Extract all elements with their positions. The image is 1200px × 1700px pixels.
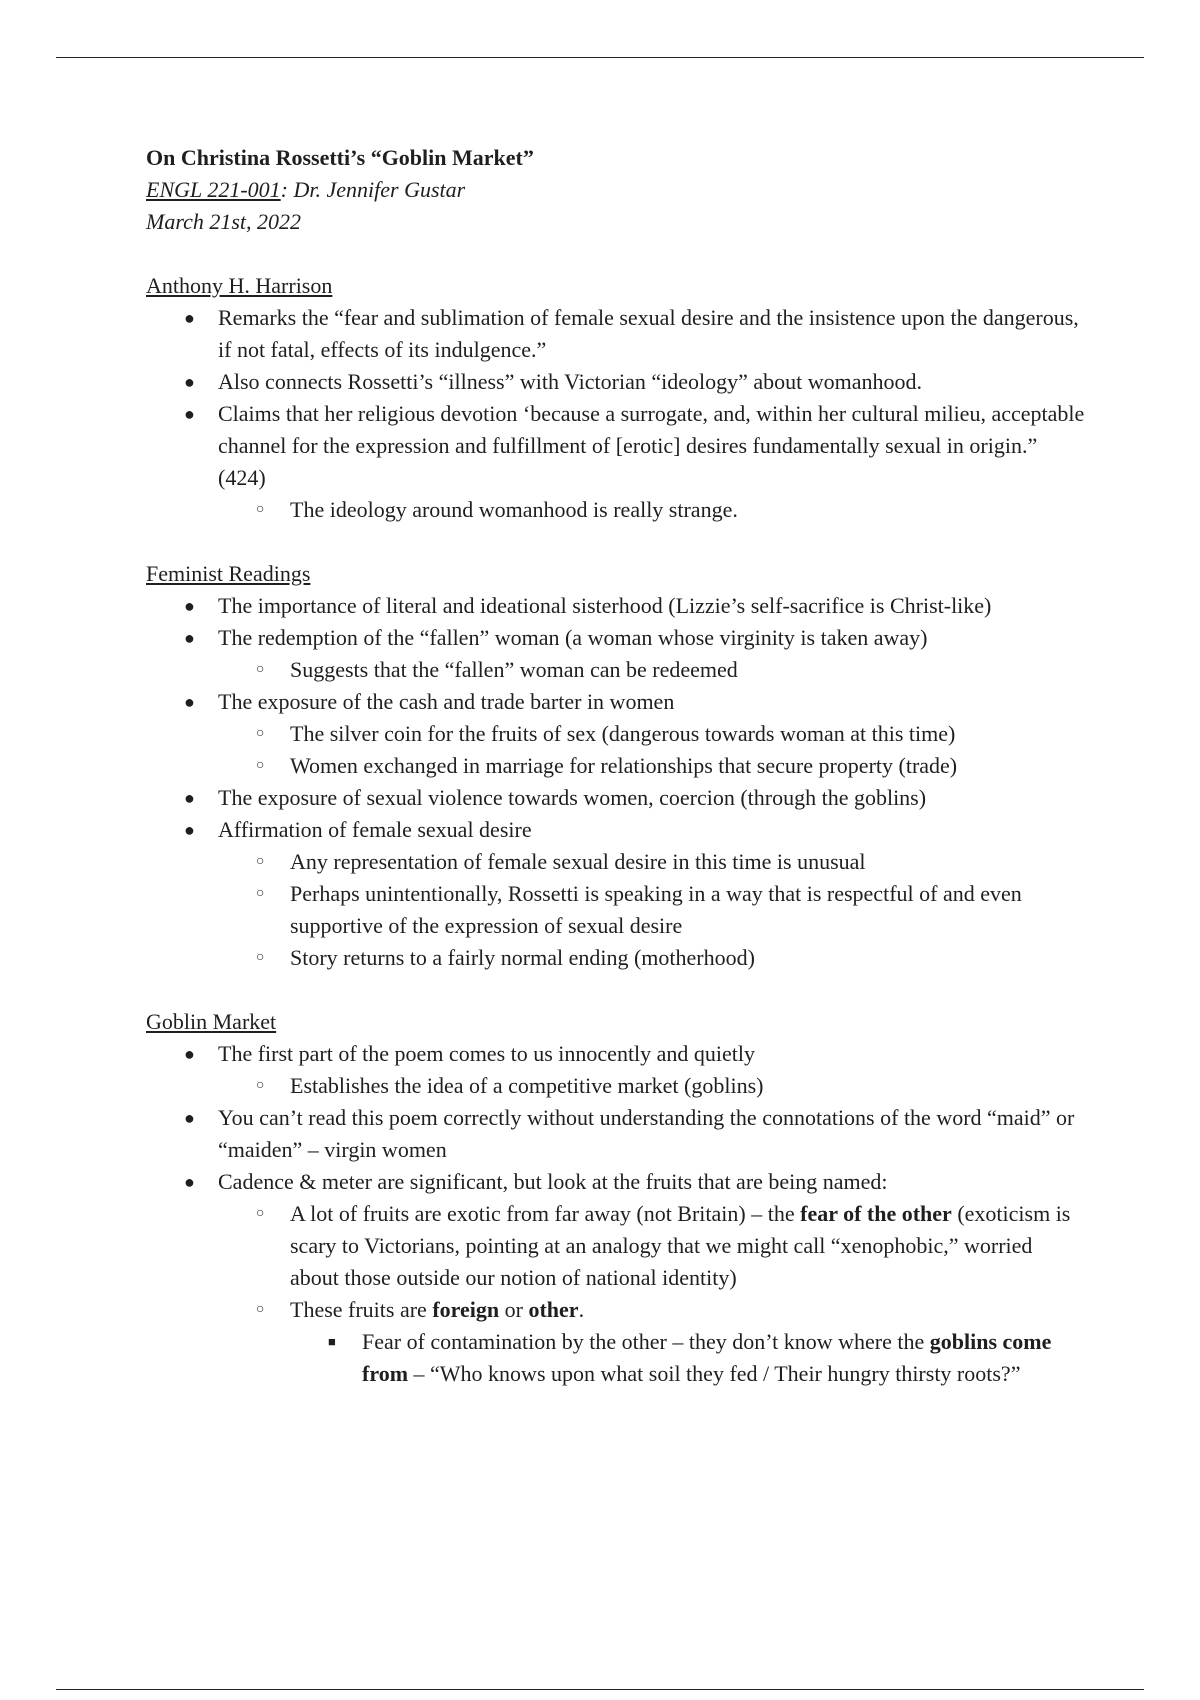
list-item-text: The exposure of the cash and trade barter in women [218,689,675,714]
list-item-text: Claims that her religious devotion ‘because a surrogate, and, within her cultural milieu, acceptable channel for the expression and fulfillment of [erotic] desires fundamentally sexual in origin.” (424) [218,401,1085,490]
section-goblin-market [146,1006,1086,1390]
bullet-icon: ● [184,692,195,712]
list-item [146,366,1086,398]
sub-bullet-list [146,718,1086,782]
list-item-text: Establishes the idea of a competitive market (goblins) [290,1073,764,1098]
list-item [146,1166,1086,1390]
hollow-bullet-icon: ○ [256,662,265,677]
list-item [146,1326,1086,1390]
course-code: ENGL 221-001 [146,177,281,202]
list-item-text: The exposure of sexual violence towards women, coercion (through the goblins) [218,785,927,810]
list-item [146,1294,1086,1390]
section-harrison [146,270,1086,526]
document-title: On Christina Rossetti’s “Goblin Market” [146,145,534,170]
list-item-text: A lot of fruits are exotic from far away (not Britain) – the [290,1201,801,1226]
list-item-text: You can’t read this poem correctly without understanding the connotations of the word “maid” or “maiden” – virgin women [218,1105,1075,1162]
list-item [146,302,1086,366]
list-item [146,622,1086,686]
bullet-icon: ● [184,1108,195,1128]
list-item [146,718,1086,750]
bullet-icon: ● [184,1044,195,1064]
bullet-icon: ● [184,788,195,808]
section-feminist-readings [146,558,1086,974]
list-item [146,654,1086,686]
square-bullet-icon: ■ [328,1334,336,1349]
section-heading-goblin: Goblin Market [146,1009,277,1034]
list-item-text: Also connects Rossetti’s “illness” with Victorian “ideology” about womanhood. [218,369,922,394]
bullet-icon: ● [184,404,195,424]
list-item [146,750,1086,782]
bullet-list [146,302,1086,526]
hollow-bullet-icon: ○ [256,1206,265,1221]
bullet-icon: ● [184,628,195,648]
list-item [146,782,1086,814]
list-item-text: The silver coin for the fruits of sex (dangerous towards woman at this time) [290,721,956,746]
notes-document [146,142,1086,1390]
hollow-bullet-icon: ○ [256,886,265,901]
list-item-text: Women exchanged in marriage for relationships that secure property (trade) [290,753,958,778]
instructor: : Dr. Jennifer Gustar [280,177,466,202]
list-item-text: The ideology around womanhood is really strange. [290,497,738,522]
bullet-icon: ● [184,308,195,328]
hollow-bullet-icon: ○ [256,854,265,869]
list-item [146,590,1086,622]
hollow-bullet-icon: ○ [256,758,265,773]
list-item [146,1070,1086,1102]
emphasis-text: other [528,1297,579,1322]
hollow-bullet-icon: ○ [256,502,265,517]
list-item [146,686,1086,782]
section-heading-harrison: Anthony H. Harrison [146,273,333,298]
bullet-list [146,590,1086,974]
bullet-icon: ● [184,820,195,840]
emphasis-text: fear of the other [800,1201,952,1226]
list-item-text: These fruits are [290,1297,433,1322]
list-item [146,942,1086,974]
list-item [146,846,1086,878]
list-item-text: Affirmation of female sexual desire [218,817,532,842]
list-item-text: (exoticism is scary to Victorians, pointing at an analogy that we might call “xenophobic,” worried about those outside our notion of national identity) [290,1201,1071,1290]
list-item-text: Remarks the “fear and sublimation of female sexual desire and the insistence upon the dangerous, if not fatal, effects of its indulgence.” [218,305,1079,362]
hollow-bullet-icon: ○ [256,726,265,741]
list-item [146,814,1086,974]
course-line [146,174,1086,206]
emphasis-text: foreign [432,1297,500,1322]
sub-bullet-list [146,654,1086,686]
list-item-text: Suggests that the “fallen” woman can be redeemed [290,657,738,682]
section-heading-feminist: Feminist Readings [146,561,311,586]
top-rule [56,57,1144,58]
list-item [146,878,1086,942]
bullet-icon: ● [184,372,195,392]
list-item [146,494,1086,526]
sub-bullet-list [146,1198,1086,1390]
list-item-text: The redemption of the “fallen” woman (a woman whose virginity is taken away) [218,625,928,650]
list-item-text: The importance of literal and ideational sisterhood (Lizzie’s self-sacrifice is Christ-like) [218,593,992,618]
list-item [146,1198,1086,1294]
sub-bullet-list [146,846,1086,974]
sub-bullet-list [146,494,1086,526]
sub-sub-bullet-list [146,1326,1086,1390]
list-item-text: Perhaps unintentionally, Rossetti is speaking in a way that is respectful of and even supportive of the expression of sexual desire [290,881,1022,938]
hollow-bullet-icon: ○ [256,1302,265,1317]
hollow-bullet-icon: ○ [256,1078,265,1093]
list-item-text: or [499,1297,529,1322]
bullet-icon: ● [184,596,195,616]
list-item-text: Any representation of female sexual desire in this time is unusual [290,849,866,874]
sub-bullet-list [146,1070,1086,1102]
list-item-text: Cadence & meter are significant, but look at the fruits that are being named: [218,1169,888,1194]
list-item-text: . [578,1297,585,1322]
list-item [146,1102,1086,1166]
document-date: March 21st, 2022 [146,209,302,234]
list-item [146,1038,1086,1102]
list-item [146,398,1086,526]
bullet-list [146,1038,1086,1390]
bottom-rule [56,1689,1144,1690]
list-item-text: Story returns to a fairly normal ending (motherhood) [290,945,755,970]
list-item-text: – “Who knows upon what soil they fed / Their hungry thirsty roots?” [408,1361,1021,1386]
emphasis-text: goblins come from [362,1329,1052,1386]
hollow-bullet-icon: ○ [256,950,265,965]
list-item-text: The first part of the poem comes to us innocently and quietly [218,1041,756,1066]
list-item-text: Fear of contamination by the other – they don’t know where the [362,1329,930,1354]
bullet-icon: ● [184,1172,195,1192]
